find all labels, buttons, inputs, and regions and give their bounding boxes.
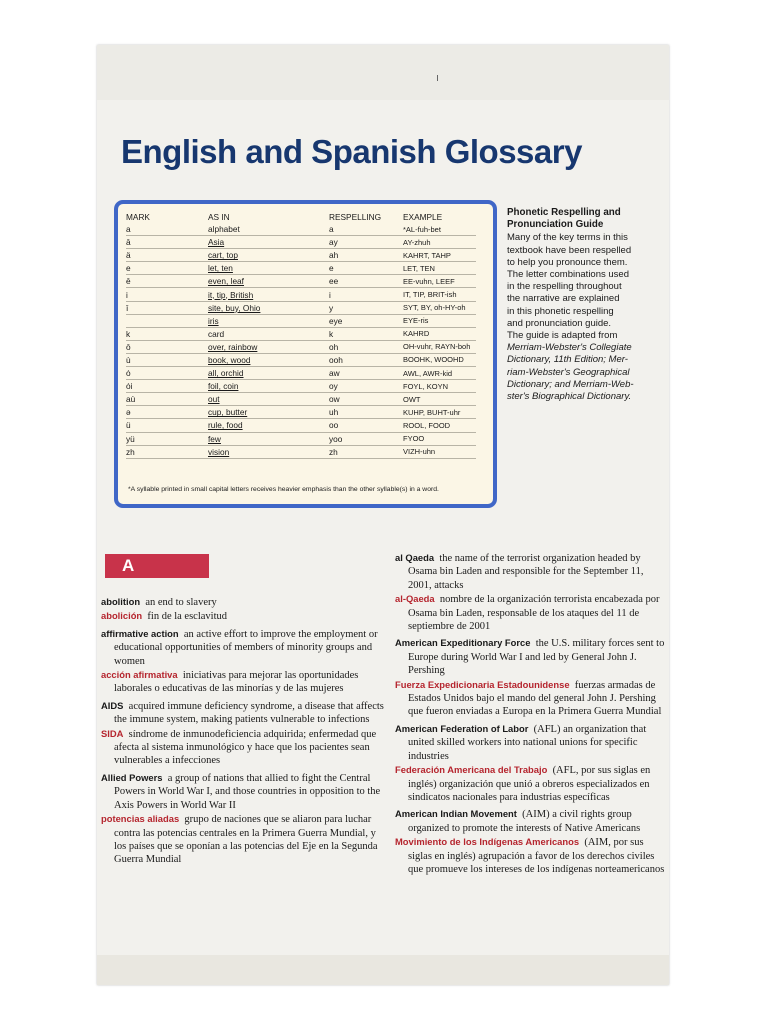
glossary-entry (101, 699, 386, 768)
as-in-cell: card (208, 327, 329, 340)
glossary-entry (101, 595, 386, 624)
glossary-definition: (AIM) a civil rights group organized to promote the interests of Native Americans (408, 809, 641, 834)
guide-description-line: in the respelling throughout (507, 281, 622, 293)
glossary-definition: an end to slavery (145, 597, 217, 608)
guide-footnote: *A syllable printed in small capital letters receives heavier emphasis than the other syllable(s) in a word. (128, 486, 439, 493)
glossary-entry (101, 627, 386, 696)
as-in-cell: alphabet (208, 223, 329, 236)
example-cell: BOOHK, WOOHD (403, 353, 476, 366)
example-cell: VIZH-uhn (403, 445, 476, 458)
spanish-term: acción afirmativa (101, 669, 178, 681)
glossary-entry (101, 771, 386, 867)
mark-cell: k (126, 327, 208, 340)
page-title: English and Spanish Glossary (121, 133, 582, 170)
table-row (126, 393, 476, 406)
respelling-cell: ow (329, 393, 403, 406)
spanish-definition: grupo de naciones que se aliaron para luchar contra las potencias centrales en la Primera Guerra Mundial, y los países que se oponían a las potencias del Eje en la Segunda Guerra Mundial (114, 814, 378, 866)
glossary-term: American Expeditionary Force (395, 637, 531, 649)
respelling-cell: ee (329, 275, 403, 288)
example-cell: ROOL, FOOD (403, 419, 476, 432)
table-row (126, 288, 476, 301)
respelling-cell: k (329, 327, 403, 340)
mark-cell: e (126, 262, 208, 275)
page-bottom-margin (97, 955, 669, 985)
as-in-cell: let, ten (208, 262, 329, 275)
section-letter: A (122, 556, 135, 575)
example-cell: *AL-fuh-bet (403, 223, 476, 236)
glossary-definition: the U.S. military forces sent to Europe during World War I and led by General John J. Pershing (408, 638, 665, 677)
table-row (126, 262, 476, 275)
example-cell: IT, TIP, BRIT-ish (403, 288, 476, 301)
respelling-cell: ooh (329, 353, 403, 366)
mark-cell: zh (126, 445, 208, 458)
respelling-cell: ah (329, 249, 403, 262)
as-in-cell: cart, top (208, 249, 329, 262)
example-cell: KUHP, BUHT-uhr (403, 406, 476, 419)
glossary-definition: acquired immune deficiency syndrome, a disease that affects the immune system, making patients vulnerable to infections (114, 700, 384, 726)
guide-description-line: Dictionary, 11th Edition; Mer- (507, 354, 628, 366)
guide-description-line: the narrative are explained (507, 293, 620, 305)
mark-cell: ä (126, 249, 208, 262)
as-in-cell: vision (208, 445, 329, 458)
pen-mark (437, 75, 438, 81)
mark-cell: ə (126, 406, 208, 419)
as-in-cell: it, tip, British (208, 288, 329, 301)
guide-description-line: The letter combinations used (507, 269, 629, 281)
table-row (126, 223, 476, 236)
mark-cell: yü (126, 432, 208, 445)
glossary-definition: a group of nations that allied to fight the Central Powers in World War I, and those countries in opposition to the Axis Powers in World War II (114, 772, 381, 811)
mark-cell (126, 314, 208, 327)
as-in-cell: rule, food (208, 419, 329, 432)
guide-description-title: Phonetic Respelling and Pronunciation Guide (507, 207, 621, 231)
respelling-cell: uh (329, 406, 403, 419)
spanish-term: SIDA (101, 727, 124, 739)
guide-description-line: to help you pronounce them. (507, 256, 628, 268)
as-in-cell: iris (208, 314, 329, 327)
spanish-translation (101, 609, 386, 623)
table-row (126, 340, 476, 353)
respelling-cell: zh (329, 445, 403, 458)
respelling-cell: aw (329, 367, 403, 380)
guide-description-line: The guide is adapted from (507, 330, 618, 342)
guide-description-line: riam-Webster's Geographical (507, 366, 630, 378)
mark-cell: ā (126, 236, 208, 249)
spanish-translation (395, 835, 667, 876)
spanish-definition: (AIM, por sus siglas en inglés) agrupación a favor de los derechos civiles que promueve los intereses de los indígenas norteamericanos (408, 837, 665, 875)
respelling-cell: a (329, 223, 403, 236)
glossary-term: American Indian Movement (395, 808, 517, 820)
mark-cell: i (126, 288, 208, 301)
glossary-term: American Federation of Labor (395, 722, 529, 734)
table-row (126, 353, 476, 366)
example-cell: AY-zhuh (403, 236, 476, 249)
table-row (126, 380, 476, 393)
table-row (126, 445, 476, 458)
guide-description-line: Dictionary; and Merriam-Web- (507, 378, 634, 390)
section-letter-banner (105, 554, 209, 578)
respelling-cell: y (329, 301, 403, 314)
as-in-cell: cup, butter (208, 406, 329, 419)
as-in-cell: book, wood (208, 353, 329, 366)
glossary-entry (395, 807, 667, 876)
example-cell: FOYL, KOYN (403, 380, 476, 393)
glossary-definition: an active effort to improve the employment or educational opportunities of members of minority groups and women (114, 628, 378, 667)
example-cell: KAHRD (403, 327, 476, 340)
as-in-cell: foil, coin (208, 380, 329, 393)
respelling-cell: i (329, 288, 403, 301)
table-row (126, 367, 476, 380)
guide-description-line: Merriam-Webster's Collegiate (507, 342, 632, 354)
glossary-definition: the name of the terrorist organization headed by Osama bin Laden and responsible for the September 11, 2001, attacks (408, 553, 644, 591)
as-in-cell: over, rainbow (208, 340, 329, 353)
spanish-translation (395, 592, 667, 633)
mark-cell: ü (126, 419, 208, 432)
mark-cell: ȯ (126, 367, 208, 380)
mark-cell: a (126, 223, 208, 236)
mark-cell: ī (126, 301, 208, 314)
spanish-definition: iniciativas para mejorar las oportunidades laborales o educativas de las minorías y de las mujeres (114, 670, 359, 695)
glossary-term: AIDS (101, 699, 124, 711)
table-row (126, 236, 476, 249)
respelling-cell: oo (329, 419, 403, 432)
spanish-translation (101, 812, 386, 867)
glossary-term: affirmative action (101, 627, 179, 639)
spanish-definition: fin de la esclavitud (147, 611, 228, 623)
as-in-cell: even, leaf (208, 275, 329, 288)
table-row (126, 249, 476, 262)
mark-cell: ù (126, 353, 208, 366)
pronunciation-table (126, 210, 476, 459)
table-row (126, 327, 476, 340)
spanish-translation (101, 668, 386, 696)
table-row (126, 406, 476, 419)
guide-description-line: textbook have been respelled (507, 244, 632, 256)
table-row (126, 432, 476, 445)
spanish-definition: (AFL, por sus siglas en inglés) organización que unió a obreros especializados en sindicatos nacionales para industrias específicas (408, 765, 651, 803)
example-cell: LET, TEN (403, 262, 476, 275)
respelling-cell: yoo (329, 432, 403, 445)
glossary-column-right (395, 551, 667, 879)
glossary-term: abolition (101, 596, 141, 607)
mark-cell: ō (126, 340, 208, 353)
header-example: EXAMPLE (403, 212, 443, 222)
example-cell: SYT, BY, oh-HY-oh (403, 301, 476, 314)
pronunciation-guide-box (114, 200, 497, 508)
glossary-entry (395, 551, 667, 633)
example-cell: OH-vuhr, RAYN-boh (403, 340, 476, 353)
example-cell: AWL, AWR-kid (403, 367, 476, 380)
table-row (126, 314, 476, 327)
spanish-translation (395, 678, 667, 719)
respelling-cell: ay (329, 236, 403, 249)
table-row (126, 419, 476, 432)
spanish-term: Fuerza Expedicionaria Estadounidense (395, 678, 570, 690)
glossary-entry (395, 636, 667, 718)
spanish-term: al-Qaeda (395, 593, 435, 605)
header-respelling: RESPELLING (329, 212, 382, 222)
glossary-column-left (101, 595, 386, 870)
guide-description (507, 207, 657, 403)
spanish-definition: síndrome de inmunodeficiencia adquirida; enfermedad que afecta al sistema inmunológico y hace que los pacientes sean vulnerables a infecciones (114, 728, 377, 767)
as-in-cell: site, buy, Ohio (208, 301, 329, 314)
spanish-definition: nombre de la organización terrorista encabezada por Osama bin Laden, responsable de los ataques del 11 de septiembre de 2001 (408, 594, 660, 633)
textbook-page (97, 45, 669, 985)
table-row (126, 275, 476, 288)
spanish-translation (101, 727, 386, 768)
as-in-cell: few (208, 432, 329, 445)
guide-description-line: in this phonetic respelling (507, 305, 614, 317)
example-cell: EE-vuhn, LEEF (403, 275, 476, 288)
glossary-entry (395, 722, 667, 804)
example-cell: FYOO (403, 432, 476, 445)
as-in-cell: out (208, 393, 329, 406)
respelling-cell: eye (329, 314, 403, 327)
as-in-cell: all, orchid (208, 367, 329, 380)
respelling-cell: e (329, 262, 403, 275)
example-cell: KAHRT, TAHP (403, 249, 476, 262)
spanish-term: potencias aliadas (101, 813, 180, 825)
spanish-term: abolición (101, 610, 143, 622)
example-cell: EYE-ris (403, 314, 476, 327)
mark-cell: ȯi (126, 380, 208, 393)
spanish-definition: fuerzas armadas de Estados Unidos bajo el mando del general John J. Pershing que fueron enviadas a Europa en la Primera Guerra Mundial (408, 679, 662, 718)
mark-cell: ē (126, 275, 208, 288)
respelling-cell: oy (329, 380, 403, 393)
spanish-term: Federación Americana del Trabajo (395, 764, 548, 776)
page-top-margin (97, 45, 669, 100)
header-mark: MARK (126, 212, 150, 222)
guide-description-line: Many of the key terms in this (507, 232, 628, 244)
glossary-definition: (AFL) an organization that united skilled workers into national unions for specific industries (408, 723, 647, 762)
guide-description-line: and pronunciation guide. (507, 317, 612, 329)
spanish-translation (395, 763, 667, 804)
glossary-term: al Qaeda (395, 552, 435, 563)
example-cell: OWT (403, 393, 476, 406)
glossary-term: Allied Powers (101, 771, 163, 783)
as-in-cell: Asia (208, 236, 329, 249)
respelling-cell: oh (329, 340, 403, 353)
table-row (126, 301, 476, 314)
guide-description-line: ster's Biographical Dictionary. (507, 391, 632, 403)
header-as-in: AS IN (208, 212, 230, 222)
table-header-row (126, 210, 476, 223)
mark-cell: aù (126, 393, 208, 406)
spanish-term: Movimiento de los Indígenas Americanos (395, 836, 580, 848)
